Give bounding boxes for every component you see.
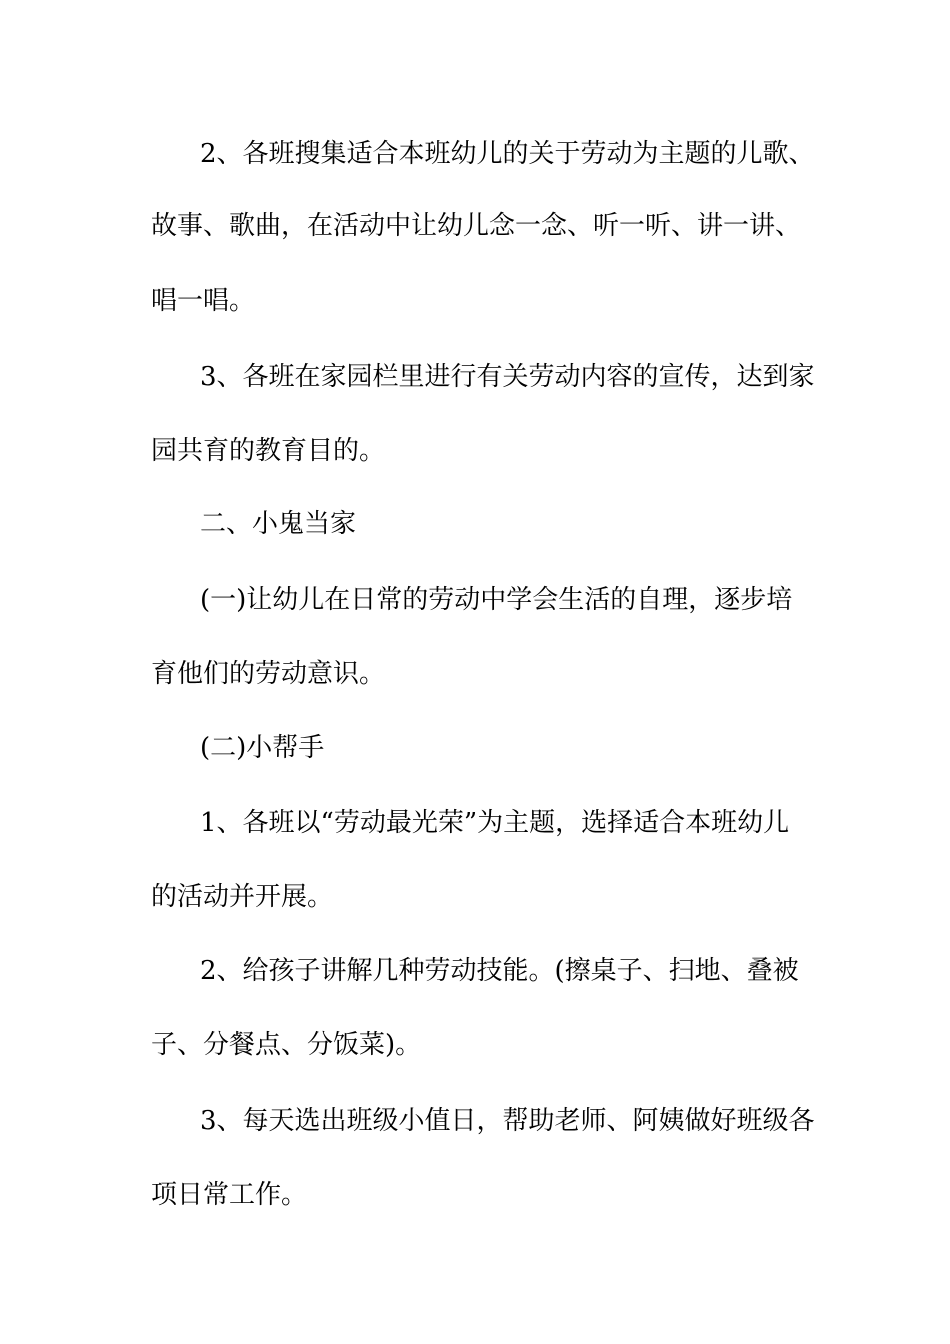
paragraph-line: 子、分餐点、分饭菜)。 [151,1030,422,1060]
paragraph-line: 3、各班在家园栏里进行有关劳动内容的宣传，达到家 [200,362,815,392]
paragraph-line: 2、各班搜集适合本班幼儿的关于劳动为主题的儿歌、 [200,139,815,169]
paragraph-line: 园共育的教育目的。 [151,436,386,466]
paragraph-line: 2、给孩子讲解几种劳动技能。(擦桌子、扫地、叠被 [200,956,799,986]
paragraph-line: 的活动并开展。 [151,882,334,912]
section-heading: 二、小鬼当家 [200,509,357,539]
paragraph-line: 唱一唱。 [151,286,256,316]
paragraph-line: 故事、歌曲，在活动中让幼儿念一念、听一听、讲一讲、 [151,211,802,241]
subsection-heading: (二)小帮手 [200,733,325,763]
paragraph-line: (一)让幼儿在日常的劳动中学会生活的自理，逐步培 [200,585,793,615]
paragraph-line: 3、每天选出班级小值日，帮助老师、阿姨做好班级各 [200,1106,815,1136]
paragraph-line: 育他们的劳动意识。 [151,659,386,689]
paragraph-line: 1、各班以“劳动最光荣”为主题，选择适合本班幼儿 [200,808,790,838]
paragraph-line: 项日常工作。 [151,1180,308,1210]
